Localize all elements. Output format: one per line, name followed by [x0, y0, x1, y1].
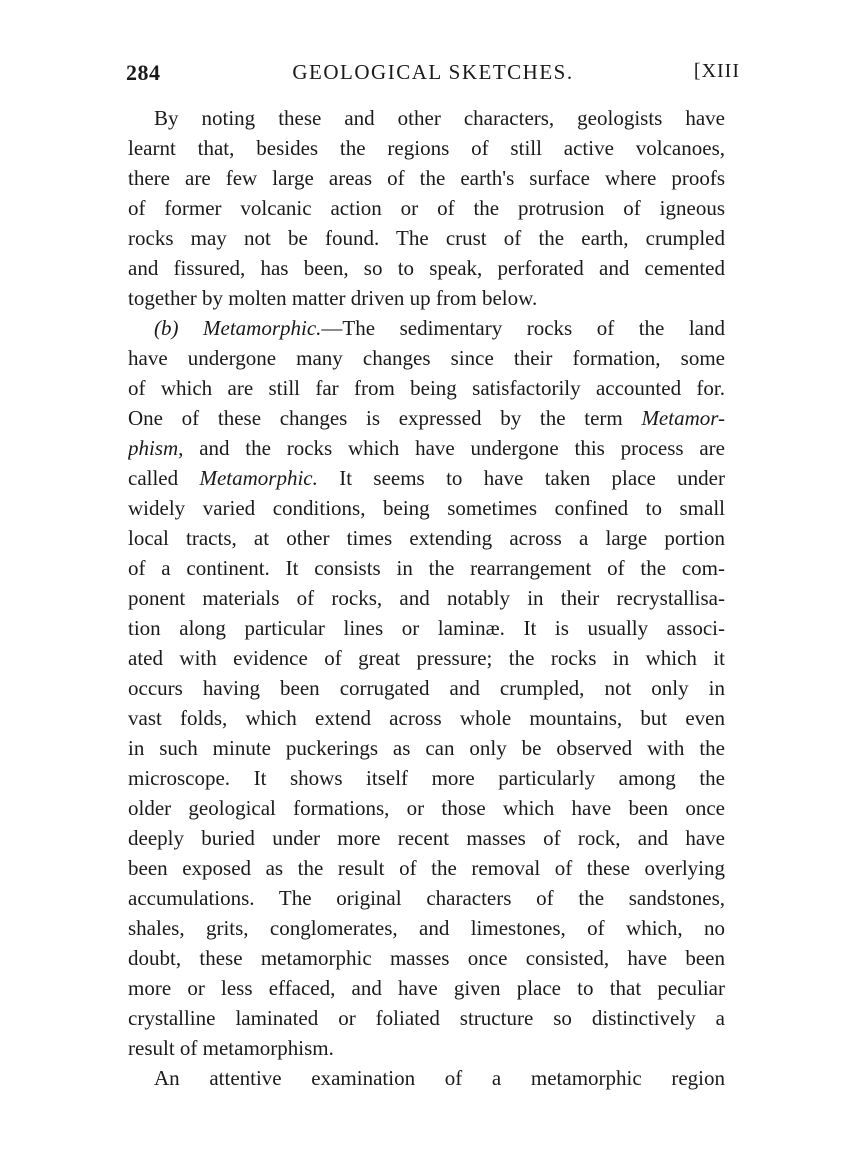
text-line-post: It seems to have taken place under — [317, 466, 725, 490]
text-line-post: and the rocks which have undergone this process are — [183, 436, 725, 460]
text-line: local tracts, at other times extending across a large portion — [128, 526, 725, 550]
text-line: widely varied conditions, being sometimes confined to small — [128, 496, 725, 520]
text-line: result of metamorphism. — [128, 1036, 334, 1060]
text-line: together by molten matter driven up from below. — [128, 286, 538, 310]
paragraph-metamorphic-start — [128, 343, 725, 403]
text-line: shales, grits, conglomerates, and limestones, of which, no — [128, 916, 725, 940]
text-line: learnt that, besides the regions of still active volcanoes, — [128, 136, 725, 160]
text-line: deeply buried under more recent masses of rock, and have — [128, 826, 725, 850]
text-line: By noting these and other characters, geologists have — [154, 106, 725, 130]
chapter-mark: [XIII — [693, 60, 740, 82]
text-line: rocks may not be found. The crust of the earth, crumpled — [128, 226, 725, 250]
text-line — [128, 433, 725, 463]
text-line: tion along particular lines or laminæ. It is usually associ- — [128, 616, 725, 640]
text-line: in such minute puckerings as can only be observed with the — [128, 736, 725, 760]
text-line: of a continent. It consists in the rearrangement of the com- — [128, 556, 725, 580]
text-line: accumulations. The original characters of the sandstones, — [128, 886, 725, 910]
text-line: there are few large areas of the earth's surface where proofs — [128, 166, 725, 190]
body-text — [128, 103, 725, 1093]
text-line: of which are still far from being satisfactorily accounted for. — [128, 376, 725, 400]
text-line — [128, 403, 725, 433]
text-line: ponent materials of rocks, and notably in their recrystallisa- — [128, 586, 725, 610]
text-line: older geological formations, or those which have been once — [128, 796, 725, 820]
text-line: microscope. It shows itself more particularly among the — [128, 766, 725, 790]
text-line: been exposed as the result of the removal of these overlying — [128, 856, 725, 880]
running-title: GEOLOGICAL SKETCHES. — [292, 60, 574, 84]
text-line — [128, 313, 725, 343]
text-line — [128, 463, 725, 493]
term-metamorphic: Metamorphic. — [199, 466, 318, 490]
text-line: vast folds, which extend across whole mountains, but even — [128, 706, 725, 730]
text-line: and fissured, has been, so to speak, perforated and cemented — [128, 256, 725, 280]
text-line: ated with evidence of great pressure; the rocks in which it — [128, 646, 725, 670]
text-line: more or less effaced, and have given place to that peculiar — [128, 976, 725, 1000]
text-line: occurs having been corrugated and crumpled, not only in — [128, 676, 725, 700]
text-line-pre: One of these changes is expressed by the term — [128, 406, 642, 430]
section-heading-rest: —The sedimentary rocks of the land — [321, 316, 725, 340]
text-line: crystalline laminated or foliated structure so distinctively a — [128, 1006, 725, 1030]
page-number: 284 — [126, 60, 161, 85]
section-label: (b) — [154, 316, 179, 340]
paragraph-volcanic — [128, 103, 725, 313]
text-line: doubt, these metamorphic masses once consisted, have been — [128, 946, 725, 970]
term-metamorphism: Metamor- — [641, 406, 725, 430]
section-term: Metamorphic. — [203, 316, 322, 340]
text-line-pre: called — [128, 466, 200, 490]
text-line: have undergone many changes since their formation, some — [128, 346, 725, 370]
text-line: An attentive examination of a metamorphic region — [154, 1066, 725, 1090]
term-metamorphism-cont: phism, — [128, 436, 184, 460]
running-header — [126, 60, 740, 90]
paragraph-metamorphic-rest — [128, 493, 725, 1093]
text-line: of former volcanic action or of the protrusion of igneous — [128, 196, 725, 220]
